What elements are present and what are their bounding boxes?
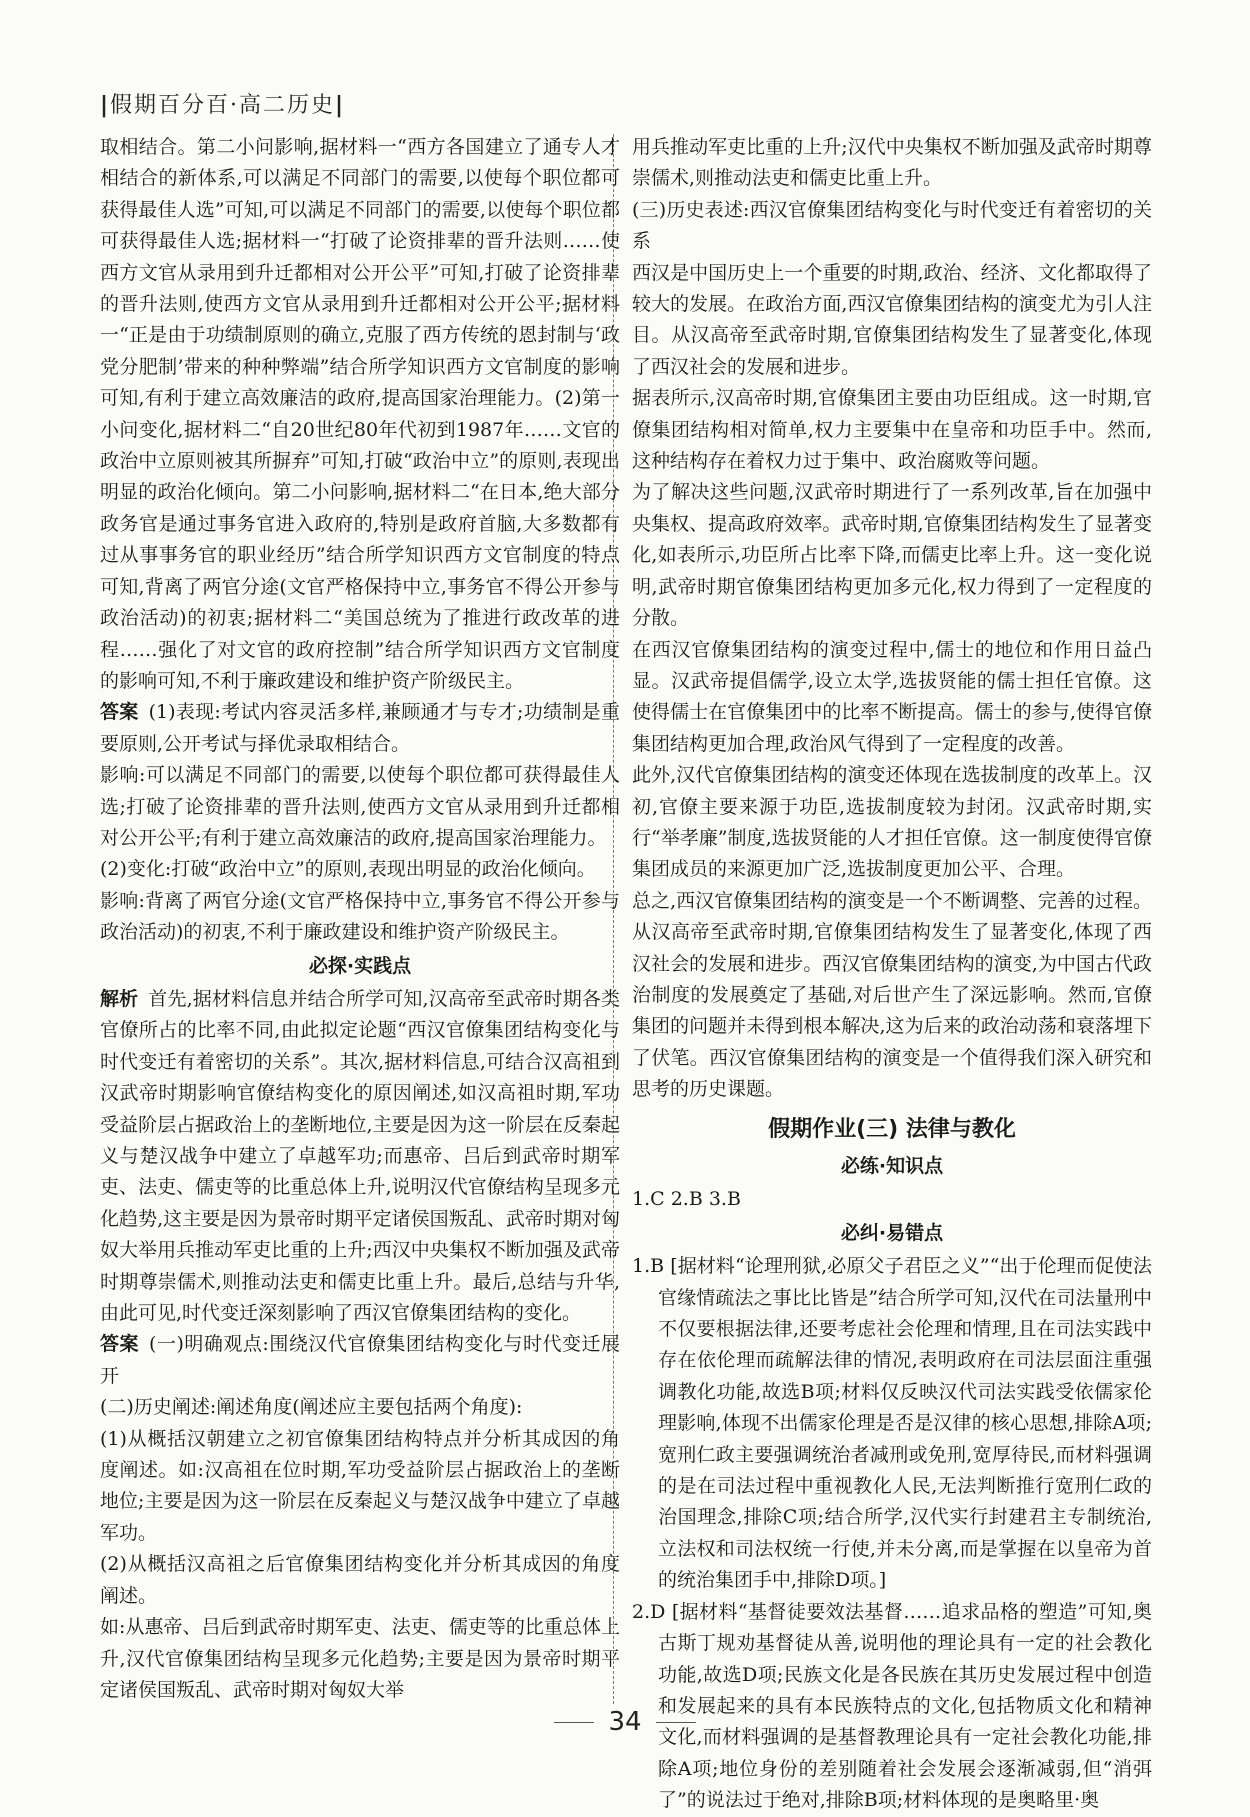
answer-text: (1)表现:考试内容灵活多样,兼顾通才与专才;功绩制是重要原则,公开考试与择优录取相结合。: [100, 701, 620, 755]
analysis-paragraph: 取相结合。第二小问影响,据材料一“西方各国建立了通专人才相结合的新体系,可以满足不同部门的需要,以使每个职位都可获得最佳人选”可知,可以满足不同部门的需要,以使每个职位都可获得最佳人选;据材料一“打破了论资排辈的晋升法则……使西方文官从录用到升迁都相对公开公平”可知,打破了论资排辈的晋升法则,使西方文官从录用到升迁都相对公开公平;据材料一“正是由于功绩制原则的确立,克服了西方传统的恩封制与‘政党分肥制’带来的种种弊端”结合所学知识西方文官制度的影响可知,有利于建立高效廉洁的政府,提高国家治理能力。(2)第一小问变化,据材料二“自20世纪80年代初到1987年……文官的政治中立原则被其所摒弃”可知,打破“政治中立”的原则,表现出明显的政治化倾向。第二小问影响,据材料二“在日本,绝大部分政务官是通过事务官进入政府的,特别是政府首脑,大多数都有过从事事务官的职业经历”结合所学知识西方文官制度的特点可知,背离了两官分途(文官严格保持中立,事务官不得公开参与政治活动)的初衷;据材料二“美国总统为了推进行政改革的进程……强化了对文官的政府控制”结合所学知识西方文官制度的影响可知,不利于廉政建设和维护资产阶级民主。: [100, 136, 620, 692]
body-paragraph: 此外,汉代官僚集团结构的演变还体现在选拔制度的改革上。汉初,官僚主要来源于功臣,选拔制度较为封闭。汉武帝时期,实行“举孝廉”制度,选拔贤能的人才担任官僚。这一制度使得官僚集团成员的来源更加广泛,选拔制度更加公平、合理。: [632, 764, 1152, 881]
answer-item: (1)从概括汉朝建立之初官僚集团结构特点并分析其成因的角度阐述。如:汉高祖在位时期,军功受益阶层占据政治上的垄断地位;主要是因为这一阶层在反秦起义与楚汉战争中建立了卓越军功。: [100, 1427, 620, 1544]
left-column: [100, 132, 620, 1706]
analysis-text: 首先,据材料信息并结合所学可知,汉高帝至武帝时期各类官僚所占的比率不同,由此拟定论题“西汉官僚集团结构变化与时代变迁有着密切的关系”。其次,据材料信息,可结合汉高祖到汉武帝时期影响官僚结构变化的原因阐述,如汉高祖时期,军功受益阶层占据政治上的垄断地位,主要是因为这一阶层在反秦起义与楚汉战争中建立了卓越军功;而惠帝、吕后到武帝时期军吏、法吏、儒吏等的比重总体上升,说明汉代官僚结构呈现多元化趋势,这主要是因为景帝时期平定诸侯国叛乱、武帝时期对匈奴大举用兵推动军吏比重的上升;西汉中央集权不断加强及武帝时期尊崇儒术,则推动法吏和儒吏比重上升。最后,总结与升华,由此可见,时代变迁深刻影响了西汉官僚集团结构的变化。: [100, 987, 620, 1325]
footer-dash-right: [656, 1722, 696, 1723]
answer-item: (二)历史阐述:阐述角度(阐述应主要包括两个角度):: [100, 1396, 523, 1419]
answer-label: 答案: [100, 1333, 140, 1356]
footer-dash-left: [554, 1722, 594, 1723]
analysis-label: 解析: [100, 987, 139, 1010]
header-title: 假期百分百·高二历史: [110, 93, 336, 118]
body-paragraph: 西汉是中国历史上一个重要的时期,政治、经济、文化都取得了较大的发展。在政治方面,西汉官僚集团结构的演变尤为引人注目。从汉高帝至武帝时期,官僚集团结构发生了显著变化,体现了西汉社会的发展和进步。: [632, 261, 1152, 378]
answer-label: 答案: [100, 701, 139, 724]
body-paragraph: (三)历史表述:西汉官僚集团结构变化与时代变迁有着密切的关系: [632, 198, 1152, 253]
answer-item: 影响:可以满足不同部门的需要,以使每个职位都可获得最佳人选;打破了论资排辈的晋升法则,使西方文官从录用到升迁都相对公开公平;有利于建立高效廉洁的政府,提高国家治理能力。: [100, 764, 620, 849]
mc-answers: 1.C 2.B 3.B: [632, 1188, 741, 1211]
answer-item: [100, 1329, 620, 1392]
body-paragraph: 在西汉官僚集团结构的演变过程中,儒士的地位和作用日益凸显。汉武帝提倡儒学,设立太学,选拔贤能的儒士担任官僚。这使得儒士在官僚集团中的比率不断提高。儒士的参与,使得官僚集团结构更加合理,政治风气得到了一定程度的改善。: [632, 638, 1152, 755]
page-number-footer: [0, 1707, 1250, 1737]
analysis-item: [100, 984, 620, 1329]
header-bar-right: |: [335, 93, 346, 118]
assignment-title: 假期作业(三) 法律与教化: [768, 1116, 1016, 1142]
answer-item: [100, 697, 620, 760]
explanation-item: 1.B [据材料“论理刑狱,必原父子君臣之义”“出于伦理而促使法官缘情疏法之事比比皆是”结合所学可知,汉代在司法量刑中不仅要根据法律,还要考虑社会伦理和情理,且在司法实践中存在依伦理而疏解法律的情况,表明政府在司法层面注重强调教化功能,故选B项;材料仅反映汉代司法实践受依儒家伦理影响,体现不出儒家伦理是否是汉律的核心思想,排除A项;宽刑仁政主要强调统治者减刑或免刑,宽厚待民,而材料强调的是在司法过程中重视教化人民,无法判断推行宽刑仁政的治国理念,排除C项;结合所学,汉代实行封建君主专制统治,立法权和司法权统一行使,并未分离,而是掌握在以皇帝为首的统治集团手中,排除D项。]: [632, 1255, 1152, 1592]
body-paragraph: 据表所示,汉高帝时期,官僚集团主要由功臣组成。这一时期,官僚集团结构相对简单,权力主要集中在皇帝和功臣手中。然而,这种结构存在着权力过于集中、政治腐败等问题。: [632, 387, 1152, 473]
right-column: [632, 132, 1152, 1817]
answer-item: (2)变化:打破“政治中立”的原则,表现出明显的政治化倾向。: [100, 858, 596, 881]
answer-item: 影响:背离了两官分途(文官严格保持中立,事务官不得公开参与政治活动)的初衷,不利于廉政建设和维护资产阶级民主。: [100, 889, 620, 944]
body-paragraph: 总之,西汉官僚集团结构的演变是一个不断调整、完善的过程。从汉高帝至武帝时期,官僚集团结构发生了显著变化,体现了西汉社会的发展和进步。西汉官僚集团结构的演变,为中国古代政治制度的发展奠定了基础,对后世产生了深远影响。然而,官僚集团的问题并未得到根本解决,这为后来的政治动荡和衰落埋下了伏笔。西汉官僚集团结构的演变是一个值得我们深入研究和思考的历史课题。: [632, 889, 1152, 1101]
page-number: 34: [608, 1707, 642, 1737]
header-bar-left: |: [100, 93, 111, 118]
section-title-practice: 必探·实践点: [308, 954, 412, 977]
answer-item: 如:从惠帝、吕后到武帝时期军吏、法吏、儒吏等的比重总体上升,汉代官僚集团结构呈现多元化趋势;主要是因为景帝时期平定诸侯国叛乱、武帝时期对匈奴大举: [100, 1616, 620, 1701]
body-paragraph: 用兵推动军吏比重的上升;汉代中央集权不断加强及武帝时期尊崇儒术,则推动法吏和儒吏比重上升。: [632, 136, 1152, 190]
section-title-must-practice: 必练·知识点: [840, 1155, 944, 1177]
section-title-must-correct: 必纠·易错点: [840, 1221, 944, 1244]
running-header: [100, 88, 345, 119]
answer-text: (一)明确观点:围绕汉代官僚集团结构变化与时代变迁展开: [100, 1333, 620, 1387]
body-paragraph: 为了解决这些问题,汉武帝时期进行了一系列改革,旨在加强中央集权、提高政府效率。武帝时期,官僚集团结构发生了显著变化,如表所示,功臣所占比率下降,而儒吏比率上升。这一变化说明,武帝时期官僚集团结构更加多元化,权力得到了一定程度的分散。: [632, 481, 1152, 630]
explanation-item: 2.D [据材料“基督徒要效法基督……追求品格的塑造”可知,奥古斯丁规劝基督徒从善,说明他的理论具有一定的社会教化功能,故选D项;民族文化是各民族在其历史发展过程中创造和发展起来的具有本民族特点的文化,包括物质文化和精神文化,而材料强调的是基督教理论具有一定社会教化功能,排除A项;地位身份的差别随着社会发展会逐渐减弱,但“消弭了”的说法过于绝对,排除B项;材料体现的是奥略里·奥: [632, 1600, 1152, 1812]
answer-item: (2)从概括汉高祖之后官僚集团结构变化并分析其成因的角度阐述。: [100, 1553, 620, 1607]
